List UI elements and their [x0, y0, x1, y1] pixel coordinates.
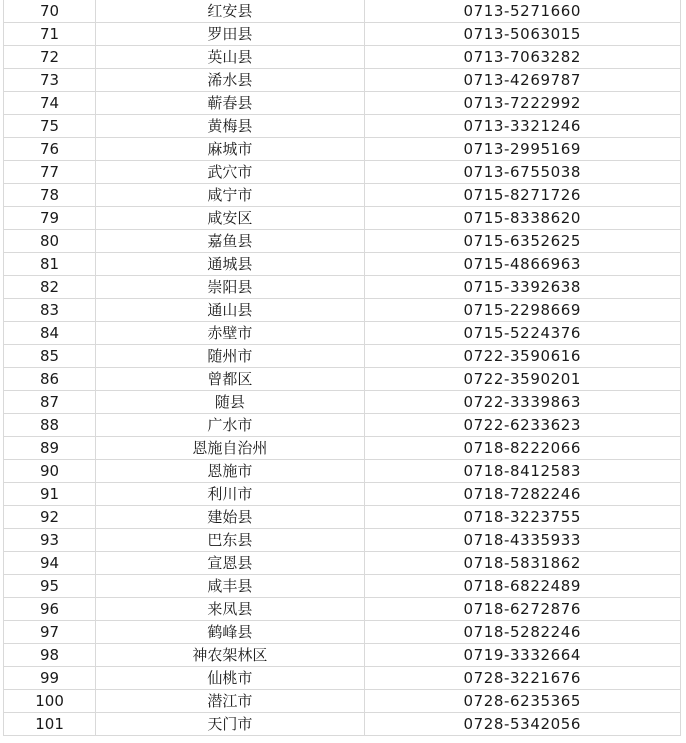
- table-row: [4, 115, 681, 138]
- row-number: 70: [4, 0, 96, 23]
- table-row: [4, 690, 681, 713]
- phone-number: 0713-5271660: [364, 0, 680, 23]
- region-name: 蕲春县: [96, 92, 364, 115]
- phone-number: 0715-8338620: [364, 207, 680, 230]
- phone-number: 0713-7063282: [364, 46, 680, 69]
- region-name: 恩施市: [96, 460, 364, 483]
- phone-number: 0713-7222992: [364, 92, 680, 115]
- phone-number: 0722-3590616: [364, 345, 680, 368]
- region-name: 英山县: [96, 46, 364, 69]
- phone-number: 0722-3590201: [364, 368, 680, 391]
- phone-number: 0713-4269787: [364, 69, 680, 92]
- table-row: [4, 161, 681, 184]
- region-name: 广水市: [96, 414, 364, 437]
- table-row: [4, 299, 681, 322]
- phone-number: 0728-3221676: [364, 667, 680, 690]
- table-row: [4, 207, 681, 230]
- region-name: 天门市: [96, 713, 364, 736]
- row-number: 97: [4, 621, 96, 644]
- row-number: 71: [4, 23, 96, 46]
- row-number: 83: [4, 299, 96, 322]
- contact-table: [3, 0, 681, 736]
- row-number: 86: [4, 368, 96, 391]
- row-number: 101: [4, 713, 96, 736]
- table-row: [4, 92, 681, 115]
- row-number: 89: [4, 437, 96, 460]
- region-name: 随州市: [96, 345, 364, 368]
- row-number: 95: [4, 575, 96, 598]
- region-name: 巴东县: [96, 529, 364, 552]
- region-name: 罗田县: [96, 23, 364, 46]
- row-number: 96: [4, 598, 96, 621]
- region-name: 崇阳县: [96, 276, 364, 299]
- region-name: 咸安区: [96, 207, 364, 230]
- phone-number: 0728-5342056: [364, 713, 680, 736]
- row-number: 91: [4, 483, 96, 506]
- phone-number: 0719-3332664: [364, 644, 680, 667]
- region-name: 红安县: [96, 0, 364, 23]
- table-row: [4, 506, 681, 529]
- table-row: [4, 138, 681, 161]
- table-body: [4, 0, 681, 736]
- region-name: 赤壁市: [96, 322, 364, 345]
- region-name: 咸宁市: [96, 184, 364, 207]
- table-row: [4, 621, 681, 644]
- table-row: [4, 230, 681, 253]
- phone-number: 0718-4335933: [364, 529, 680, 552]
- row-number: 87: [4, 391, 96, 414]
- row-number: 75: [4, 115, 96, 138]
- phone-number: 0718-6822489: [364, 575, 680, 598]
- region-name: 黄梅县: [96, 115, 364, 138]
- row-number: 74: [4, 92, 96, 115]
- phone-number: 0718-6272876: [364, 598, 680, 621]
- row-number: 77: [4, 161, 96, 184]
- region-name: 鹤峰县: [96, 621, 364, 644]
- region-name: 仙桃市: [96, 667, 364, 690]
- phone-number: 0718-8412583: [364, 460, 680, 483]
- phone-number: 0715-3392638: [364, 276, 680, 299]
- table-row: [4, 276, 681, 299]
- phone-number: 0715-4866963: [364, 253, 680, 276]
- phone-number: 0722-6233623: [364, 414, 680, 437]
- phone-number: 0715-5224376: [364, 322, 680, 345]
- row-number: 99: [4, 667, 96, 690]
- table-row: [4, 23, 681, 46]
- region-name: 来凤县: [96, 598, 364, 621]
- phone-number: 0715-8271726: [364, 184, 680, 207]
- table-row: [4, 368, 681, 391]
- region-name: 恩施自治州: [96, 437, 364, 460]
- phone-number: 0715-6352625: [364, 230, 680, 253]
- row-number: 80: [4, 230, 96, 253]
- row-number: 72: [4, 46, 96, 69]
- phone-number: 0718-8222066: [364, 437, 680, 460]
- row-number: 100: [4, 690, 96, 713]
- table-row: [4, 437, 681, 460]
- phone-number: 0718-5282246: [364, 621, 680, 644]
- region-name: 随县: [96, 391, 364, 414]
- region-name: 曾都区: [96, 368, 364, 391]
- table-row: [4, 644, 681, 667]
- table-row: [4, 345, 681, 368]
- region-name: 神农架林区: [96, 644, 364, 667]
- row-number: 76: [4, 138, 96, 161]
- table-row: [4, 483, 681, 506]
- region-name: 咸丰县: [96, 575, 364, 598]
- table-row: [4, 46, 681, 69]
- row-number: 81: [4, 253, 96, 276]
- region-name: 嘉鱼县: [96, 230, 364, 253]
- table-row: [4, 460, 681, 483]
- row-number: 82: [4, 276, 96, 299]
- row-number: 93: [4, 529, 96, 552]
- region-name: 利川市: [96, 483, 364, 506]
- table-row: [4, 253, 681, 276]
- row-number: 90: [4, 460, 96, 483]
- table-row: [4, 713, 681, 736]
- table-row: [4, 69, 681, 92]
- table-row: [4, 667, 681, 690]
- phone-number: 0715-2298669: [364, 299, 680, 322]
- phone-number: 0713-3321246: [364, 115, 680, 138]
- row-number: 94: [4, 552, 96, 575]
- row-number: 98: [4, 644, 96, 667]
- region-name: 建始县: [96, 506, 364, 529]
- phone-number: 0718-3223755: [364, 506, 680, 529]
- region-name: 通城县: [96, 253, 364, 276]
- phone-number: 0722-3339863: [364, 391, 680, 414]
- table-row: [4, 0, 681, 23]
- region-name: 宣恩县: [96, 552, 364, 575]
- phone-number: 0728-6235365: [364, 690, 680, 713]
- region-name: 武穴市: [96, 161, 364, 184]
- region-name: 麻城市: [96, 138, 364, 161]
- table-row: [4, 552, 681, 575]
- phone-number: 0713-6755038: [364, 161, 680, 184]
- phone-number: 0718-7282246: [364, 483, 680, 506]
- table-row: [4, 391, 681, 414]
- row-number: 79: [4, 207, 96, 230]
- row-number: 88: [4, 414, 96, 437]
- region-name: 潜江市: [96, 690, 364, 713]
- phone-number: 0713-2995169: [364, 138, 680, 161]
- table-row: [4, 598, 681, 621]
- table-row: [4, 575, 681, 598]
- row-number: 85: [4, 345, 96, 368]
- row-number: 78: [4, 184, 96, 207]
- table-row: [4, 322, 681, 345]
- row-number: 73: [4, 69, 96, 92]
- region-name: 通山县: [96, 299, 364, 322]
- table-row: [4, 184, 681, 207]
- region-name: 浠水县: [96, 69, 364, 92]
- table-row: [4, 414, 681, 437]
- table-row: [4, 529, 681, 552]
- phone-number: 0718-5831862: [364, 552, 680, 575]
- row-number: 92: [4, 506, 96, 529]
- row-number: 84: [4, 322, 96, 345]
- phone-number: 0713-5063015: [364, 23, 680, 46]
